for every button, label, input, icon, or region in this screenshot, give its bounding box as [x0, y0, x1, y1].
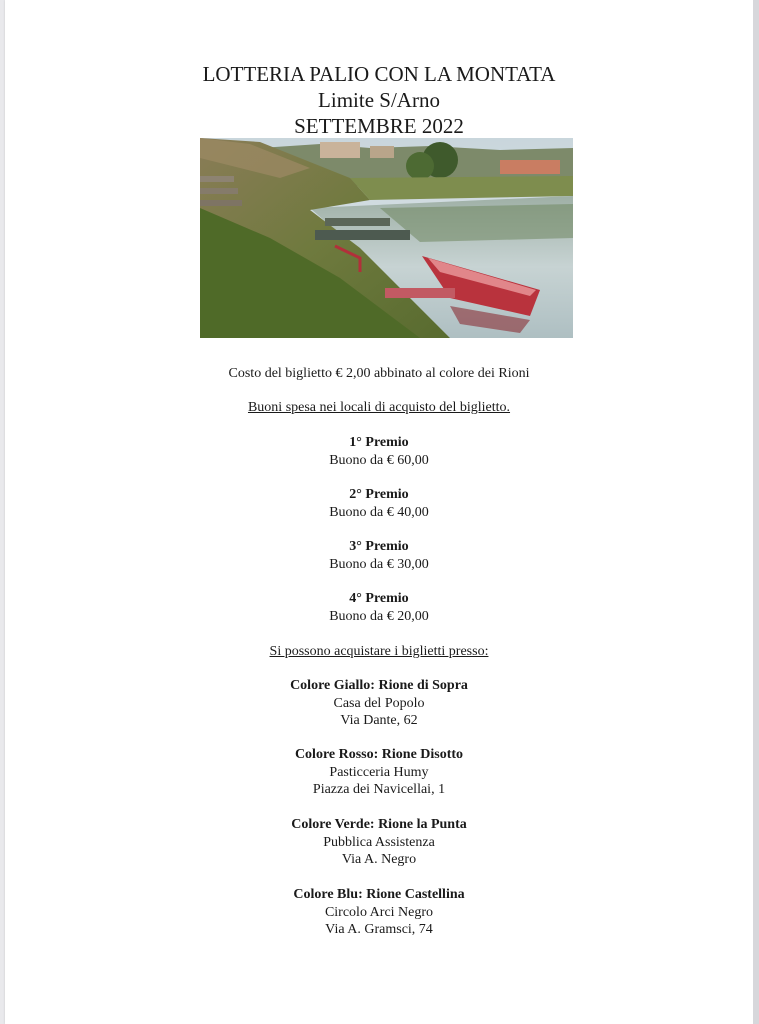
prize-title: 3° Premio [349, 539, 409, 554]
rione-title: Colore Giallo: Rione di Sopra [290, 678, 468, 693]
purchase-heading: Si possono acquistare i biglietti presso: [269, 644, 489, 659]
prize-3 [5, 538, 753, 573]
rione-title: Colore Verde: Rione la Punta [291, 817, 467, 832]
vouchers-note: Buoni spesa nei locali di acquisto del biglietto. [247, 400, 511, 415]
prize-4 [5, 590, 753, 625]
ticket-info-block [5, 365, 753, 383]
prize-2 [5, 486, 753, 521]
rione-title: Colore Blu: Rione Castellina [293, 887, 465, 902]
ticket-price-text: Costo del biglietto € 2,00 abbinato al colore dei Rioni [228, 366, 530, 381]
prize-value: Buono da € 20,00 [329, 608, 429, 624]
rione-giallo [5, 677, 753, 730]
rione-address: Piazza dei Navicellai, 1 [312, 782, 446, 797]
page-edge-shadow [753, 0, 759, 1024]
prize-title: 1° Premio [349, 435, 409, 450]
document-header [5, 61, 753, 139]
rione-verde [5, 816, 753, 869]
lottery-location: Limite S/Arno [318, 88, 440, 112]
rione-place: Pasticceria Humy [329, 764, 429, 780]
prize-value: Buono da € 30,00 [329, 556, 429, 572]
rione-title: Colore Rosso: Rione Disotto [294, 747, 464, 762]
prize-title: 4° Premio [349, 591, 409, 606]
rione-blu [5, 886, 753, 939]
rione-address: Via A. Negro [341, 852, 417, 867]
rione-address: Via Dante, 62 [340, 713, 418, 728]
lottery-date: SETTEMBRE 2022 [294, 114, 464, 138]
vouchers-block [5, 399, 753, 417]
rione-place: Pubblica Assistenza [323, 834, 435, 850]
rione-rosso [5, 746, 753, 799]
prize-1 [5, 434, 753, 469]
prize-title: 2° Premio [349, 487, 409, 502]
rione-place: Circolo Arci Negro [324, 904, 434, 920]
rione-place: Casa del Popolo [333, 695, 425, 711]
river-boats-photo [200, 138, 573, 338]
lottery-title: LOTTERIA PALIO CON LA MONTATA [202, 62, 556, 86]
rione-address: Via A. Gramsci, 74 [325, 922, 433, 937]
prize-value: Buono da € 60,00 [329, 452, 429, 468]
prize-value: Buono da € 40,00 [329, 504, 429, 520]
purchase-heading-block [5, 643, 753, 661]
document-page [5, 0, 753, 1024]
